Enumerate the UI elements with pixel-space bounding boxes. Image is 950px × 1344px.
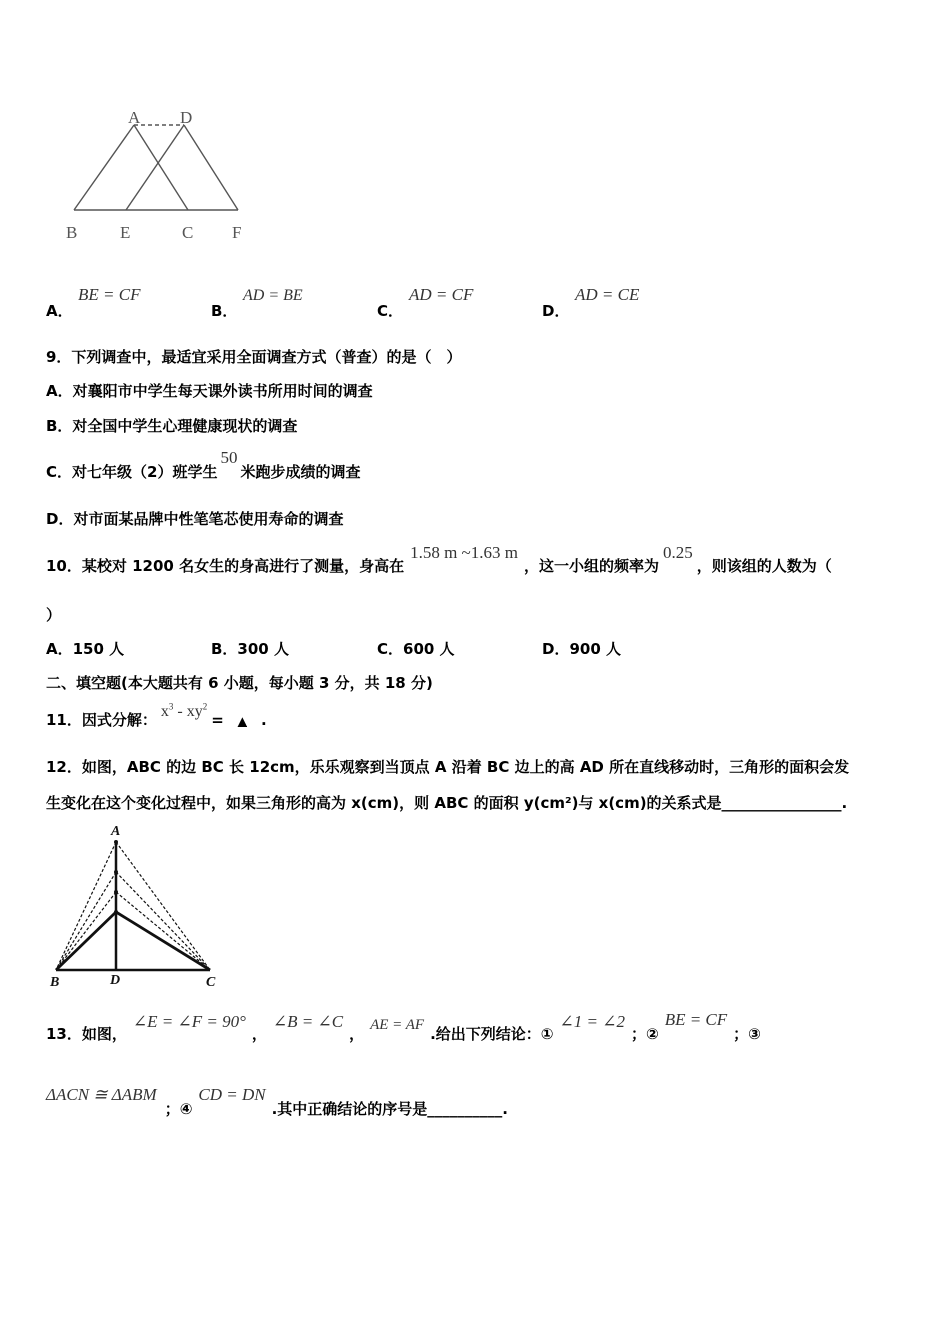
q10-option-a: A．150 人 [46, 640, 125, 658]
q13-sep-3: ；④ [164, 1100, 193, 1118]
label-a: A [128, 108, 141, 127]
q11-expression: $x^3 - xy^2$ [160, 701, 208, 720]
q9-option-c-pre: C．对七年级（2）班学生 [46, 463, 218, 481]
q13-math-angle-b-c: ∠B = ∠C [272, 1012, 344, 1031]
q9-option-a: A．对襄阳市中学生每天课外读书所用时间的调查 [46, 382, 373, 400]
q13-pre: 13．如图， [46, 1025, 127, 1043]
q10-close-paren: ） [46, 606, 62, 624]
q13-math-angles-90: ∠E = ∠F = 90° [132, 1012, 246, 1031]
q9-stem: 9．下列调查中，最适宜采用全面调查方式（普查）的是（ ） [46, 348, 462, 366]
q13-end: .其中正确结论的序号是__________. [271, 1100, 509, 1118]
figure-triangles-abc-def [60, 105, 260, 250]
label-e: E [120, 223, 131, 242]
q9-option-b: B．对全国中学生心理健康现状的调查 [46, 417, 298, 435]
q11-equals: = [211, 711, 224, 729]
q10-pre: 10．某校对 1200 名女生的身高进行了测量，身高在 [46, 557, 405, 575]
q12-line-1: 12．如图，ABC 的边 BC 长 12cm，乐乐观察到当顶点 A 沿着 BC 边上的高 AD 所在直线移动时，三角形的面积会发 [46, 758, 850, 776]
q13-mid: .给出下列结论：① [430, 1025, 554, 1043]
q10-post: ，则该组的人数为（ [696, 557, 832, 575]
label-f: F [232, 223, 242, 242]
fig2-label-d: D [110, 973, 121, 988]
q8-option-a-math: BE = CF [78, 285, 141, 304]
label-c: C [182, 223, 194, 242]
q10-option-d: D．900 人 [542, 640, 621, 658]
q9-option-c-post: 米跑步成绩的调查 [240, 463, 361, 481]
q11-pre: 11．因式分解： [46, 711, 157, 729]
fig2-label-b: B [50, 975, 60, 990]
q10-stem [46, 543, 832, 576]
q8-option-d-math: AD = CE [575, 285, 640, 304]
q8-option-c-letter: C． [377, 302, 404, 320]
q13-math-ae-af: AE = AF [370, 1017, 425, 1033]
q9-option-d: D．对市面某品牌中性笔笔芯使用寿命的调查 [46, 510, 344, 528]
q13-sep-2: ；③ [733, 1025, 761, 1043]
fig2-label-c: C [206, 975, 216, 990]
q13-line-2 [46, 1085, 509, 1119]
q8-option-d-letter: D． [542, 302, 570, 320]
figure-triangle-abc-height [42, 820, 227, 990]
q13-math-angle-1-2: ∠1 = ∠2 [559, 1012, 625, 1031]
q13-comma-2: ， [349, 1025, 365, 1043]
section-fill-in-heading: 二、填空题(本大题共有 6 小题，每小题 3 分，共 18 分) [46, 674, 433, 692]
q10-option-b: B．300 人 [211, 640, 289, 658]
q10-option-c: C．600 人 [377, 640, 455, 658]
label-b: B [66, 223, 78, 242]
q10-range: 1.58 m ~1.63 m [410, 543, 518, 562]
label-d: D [180, 108, 193, 127]
q11-end: . [261, 711, 267, 729]
q12-line-2: 生变化在这个变化过程中，如果三角形的高为 x(cm)，则 ABC 的面积 y(cm²)与 x(cm)的关系式是________________. [46, 794, 848, 812]
q9-option-c [46, 448, 361, 482]
q11-answer-blank: ▲ [237, 714, 248, 728]
q11 [46, 701, 267, 730]
q8-option-a-letter: A． [46, 302, 73, 320]
q13-line-1 [46, 1010, 761, 1044]
q9-option-c-number: 50 [220, 448, 238, 467]
q13-math-cd-dn: CD = DN [198, 1085, 266, 1104]
q13-math-congruent: ΔACN ≅ ΔABM [46, 1085, 157, 1104]
q8-option-b-letter: B． [211, 302, 238, 320]
fig2-label-a: A [111, 824, 121, 839]
q13-comma-1: ， [251, 1025, 267, 1043]
q13-sep-1: ；② [630, 1025, 659, 1043]
q10-frequency: 0.25 [663, 543, 693, 562]
q8-option-c-math: AD = CF [409, 285, 474, 304]
q8-option-b-math: AD = BE [243, 287, 303, 304]
q10-mid: ，这一小组的频率为 [523, 557, 659, 575]
q13-math-be-cf: BE = CF [664, 1010, 728, 1029]
